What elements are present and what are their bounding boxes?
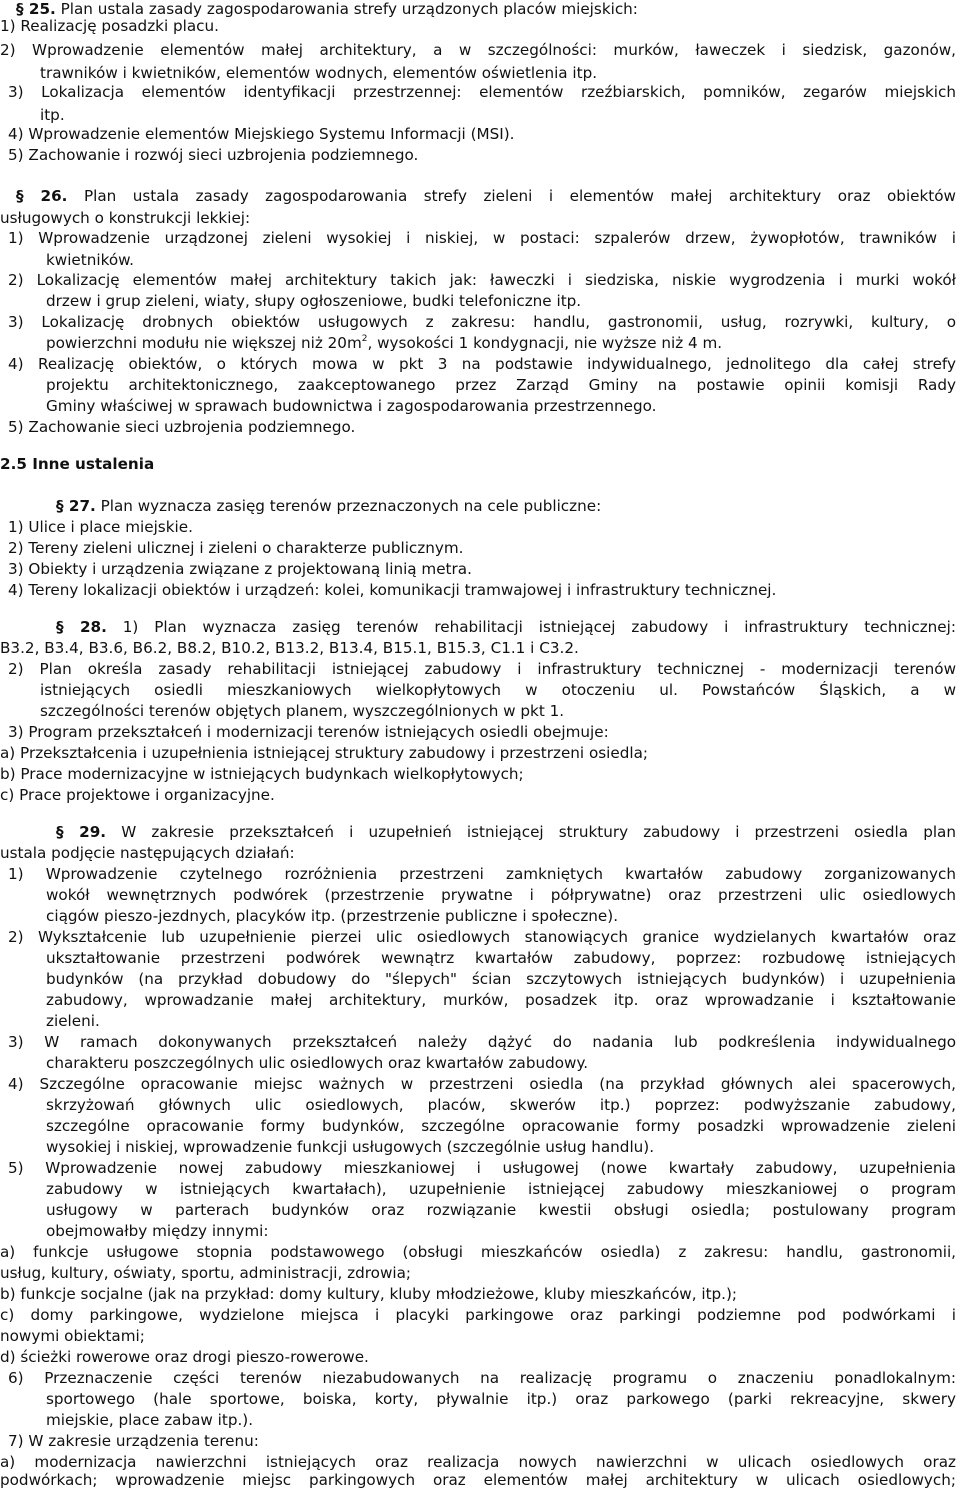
text-line: 1) Ulice i place miejskie.	[8, 518, 193, 536]
text-line: d) ścieżki rowerowe oraz drogi pieszo-rowerowe.	[0, 1348, 369, 1366]
text-line: zabudowy, wprowadzanie małej architektury, murków, posadzek itp. oraz wprowadzanie i kształtowanie	[46, 991, 956, 1009]
paragraph-heading-25: § 25. Plan ustala zasady zagospodarowania strefy urządzonych placów miejskich:	[16, 0, 638, 18]
paragraph-number: § 25.	[16, 0, 56, 18]
text-line: a) modernizacja nawierzchni istniejących oraz realizacja nowych nawierzchni w ulicach osiedlowych oraz	[0, 1453, 956, 1471]
paragraph-heading-28: § 28. 1) Plan wyznacza zasięg terenów rehabilitacji istniejącej zabudowy i infrastruktury technicznej:	[56, 618, 956, 636]
text-line: trawników i kwietników, elementów wodnych, elementów oświetlenia itp.	[40, 64, 598, 82]
text-line: nowymi obiektami;	[0, 1327, 145, 1345]
paragraph-heading-26: § 26. Plan ustala zasady zagospodarowania strefy zieleni i elementów małej architektury oraz obiektów	[16, 187, 956, 205]
text-line: 2) Tereny zieleni ulicznej i zieleni o charakterze publicznym.	[8, 539, 464, 557]
text-line: ukształtowanie przestrzeni podwórek wewnątrz kwartałów zabudowy, poprzez: rozbudowę istniejących	[46, 949, 956, 967]
text-line: obejmowałby między innymi:	[46, 1222, 269, 1240]
text-line: 3) Program przekształceń i modernizacji terenów istniejących osiedli obejmuje:	[8, 723, 609, 741]
paragraph-number: § 28.	[56, 618, 107, 636]
text-line: 2) Plan określa zasady rehabilitacji istniejącej zabudowy i infrastruktury technicznej - modernizacji terenów	[8, 660, 956, 678]
text-line: szczególności terenów objętych planem, wyszczególnionych w pkt 1.	[40, 702, 565, 720]
text-line: 2) Lokalizację elementów małej architektury takich jak: ławeczki i siedziska, niskie wygrodzenia i murki wokół	[8, 271, 956, 289]
text-line: 3) Obiekty i urządzenia związane z projektowaną linią metra.	[8, 560, 472, 578]
paragraph-heading-29: § 29. W zakresie przekształceń i uzupełnień istniejącej struktury zabudowy i przestrzeni osiedla plan	[56, 823, 956, 841]
text-line: 5) Zachowanie sieci uzbrojenia podziemnego.	[8, 418, 356, 436]
text-line: b) funkcje socjalne (jak na przykład: domy kultury, kluby młodzieżowe, kluby mieszkańców, itp.);	[0, 1285, 738, 1303]
text-line: 3) W ramach dokonywanych przekształceń należy dążyć do nadania lub podkreślenia indywidualnego	[8, 1033, 956, 1051]
paragraph-number: § 27.	[56, 497, 96, 515]
text-line: 2) Wykształcenie lub uzupełnienie pierzei ulic osiedlowych stanowiących granice wydzielanych kwartałów oraz	[8, 928, 956, 946]
text-line: projektu architektonicznego, zaakceptowanego przez Zarząd Gminy na postawie opinii komisji Rady	[46, 376, 956, 394]
section-heading: 2.5 Inne ustalenia	[0, 455, 155, 473]
text-line: sportowego (hale sportowe, boiska, korty, pływalnie itp.) oraz parkowego (parki rekreacyjne, skwery	[46, 1390, 956, 1408]
text-line: usługowy w parterach budynków oraz rozwiązanie kwestii obsługi osiedla; postulowany program	[46, 1201, 956, 1219]
text-line: kwietników.	[46, 251, 134, 269]
text-line: zieleni.	[46, 1012, 100, 1030]
text-line: istniejących osiedli mieszkaniowych wielkopłytowych w otoczeniu ul. Powstańców Śląskich, a w	[40, 681, 956, 699]
text-line: c) domy parkingowe, wydzielone miejsca i placyki parkingowe oraz parkingi podziemne pod podwórkami i	[0, 1306, 956, 1324]
text-line: powierzchni modułu nie większej niż $20m^2$, wysokości 1 kondygnacji, nie wyższe niż 4 m.	[46, 333, 723, 352]
text-line: a) Przekształcenia i uzupełnienia istniejącej struktury zabudowy i przestrzeni osiedla;	[0, 744, 649, 762]
text-line: wokół wewnętrznych podwórek (przestrzenie prywatne i półprywatne) oraz przestrzeni ulic osiedlowych	[46, 886, 956, 904]
paragraph-number: § 29.	[56, 823, 107, 841]
text-line: c) Prace projektowe i organizacyjne.	[0, 786, 275, 804]
text-line: Gminy właściwej w sprawach budownictwa i zagospodarowania przestrzennego.	[46, 397, 657, 415]
text-line: 3) Lokalizację drobnych obiektów usługowych z zakresu: handlu, gastronomii, usług, rozrywki, kultury, o	[8, 313, 956, 331]
text-line: ciągów pieszo-jezdnych, placyków itp. (przestrzenie publiczne i społeczne).	[46, 907, 619, 925]
text-line: 5) Zachowanie i rozwój sieci uzbrojenia podziemnego.	[8, 146, 419, 164]
text-line: 3) Lokalizacja elementów identyfikacji przestrzennej: elementów rzeźbiarskich, pomników, zegarów miejskich	[8, 83, 956, 101]
text-line: zabudowy w istniejących kwartałach), uzupełnienie istniejącej zabudowy mieszkaniowej o program	[46, 1180, 956, 1198]
text-line: budynków (na przykład dobudowy do "ślepych" ścian szczytowych istniejących budynków) i uzupełnienia	[46, 970, 956, 988]
text-line: 6) Przeznaczenie części terenów niezabudowanych na realizację programu o znaczeniu ponadlokalnym:	[8, 1369, 956, 1387]
text-line: b) Prace modernizacyjne w istniejących budynkach wielkopłytowych;	[0, 765, 524, 783]
text-line: 2) Wprowadzenie elementów małej architektury, a w szczególności: murków, ławeczek i siedzisk, gazonów,	[0, 41, 956, 59]
text-line: skrzyżowań głównych ulic osiedlowych, placów, skwerów itp.) poprzez: podwyższanie zabudowy,	[46, 1096, 956, 1114]
text-line: 4) Wprowadzenie elementów Miejskiego Systemu Informacji (MSI).	[8, 125, 515, 143]
text-line: 4) Tereny lokalizacji obiektów i urządzeń: kolei, komunikacji tramwajowej i infrastruktury technicznej.	[8, 581, 777, 599]
text-line: szczególne opracowanie formy budynków, szczególne opracowanie formy posadzki wprowadzenie zieleni	[46, 1117, 956, 1135]
text-line: 1) Wprowadzenie czytelnego rozróżnienia przestrzeni zamkniętych kwartałów zabudowy zorganizowanych	[8, 865, 956, 883]
text-line: usługowych o konstrukcji lekkiej:	[0, 209, 251, 227]
paragraph-heading-27: § 27. Plan wyznacza zasięg terenów przeznaczonych na cele publiczne:	[56, 497, 602, 515]
text-line: 1) Realizację posadzki placu.	[0, 17, 219, 35]
text-line: drzew i grup zieleni, wiaty, słupy ogłoszeniowe, budki telefoniczne itp.	[46, 292, 582, 310]
text-line: 4) Realizację obiektów, o których mowa w pkt 3 na podstawie indywidualnego, jednolitego dla całej strefy	[8, 355, 956, 373]
text-line: B3.2, B3.4, B3.6, B6.2, B8.2, B10.2, B13.2, B13.4, B15.1, B15.3, C1.1 i C3.2.	[0, 639, 579, 657]
text-line: itp.	[40, 106, 65, 124]
text-line: a) funkcje usługowe stopnia podstawowego (obsługi mieszkańców osiedla) z zakresu: handlu, gastronomii,	[0, 1243, 956, 1261]
text-line: 5) Wprowadzenie nowej zabudowy mieszkaniowej i usługowej (nowe kwartały zabudowy, uzupełnienia	[8, 1159, 956, 1177]
text-line: usług, kultury, oświaty, sportu, administracji, zdrowia;	[0, 1264, 412, 1282]
text-line: wysokiej i niskiej, wprowadzenie funkcji usługowych (szczególnie usług handlu).	[46, 1138, 655, 1156]
text-line: ustala podjęcie następujących działań:	[0, 844, 295, 862]
text-line: 1) Wprowadzenie urządzonej zieleni wysokiej i niskiej, w postaci: szpalerów drzew, żywopłotów, trawników i	[8, 229, 956, 247]
text-line: 4) Szczególne opracowanie miejsc ważnych w przestrzeni osiedla (na przykład głównych alei spacerowych,	[8, 1075, 956, 1093]
text-line: charakteru poszczególnych ulic osiedlowych oraz kwartałów zabudowy.	[46, 1054, 589, 1072]
text-line: miejskie, place zabaw itp.).	[46, 1411, 254, 1429]
text-line: podwórkach; wprowadzenie miejsc parkingowych oraz elementów małej architektury w ulicach osiedlowych;	[0, 1471, 956, 1489]
paragraph-number: § 26.	[16, 187, 68, 205]
text-line: 7) W zakresie urządzenia terenu:	[8, 1432, 259, 1450]
